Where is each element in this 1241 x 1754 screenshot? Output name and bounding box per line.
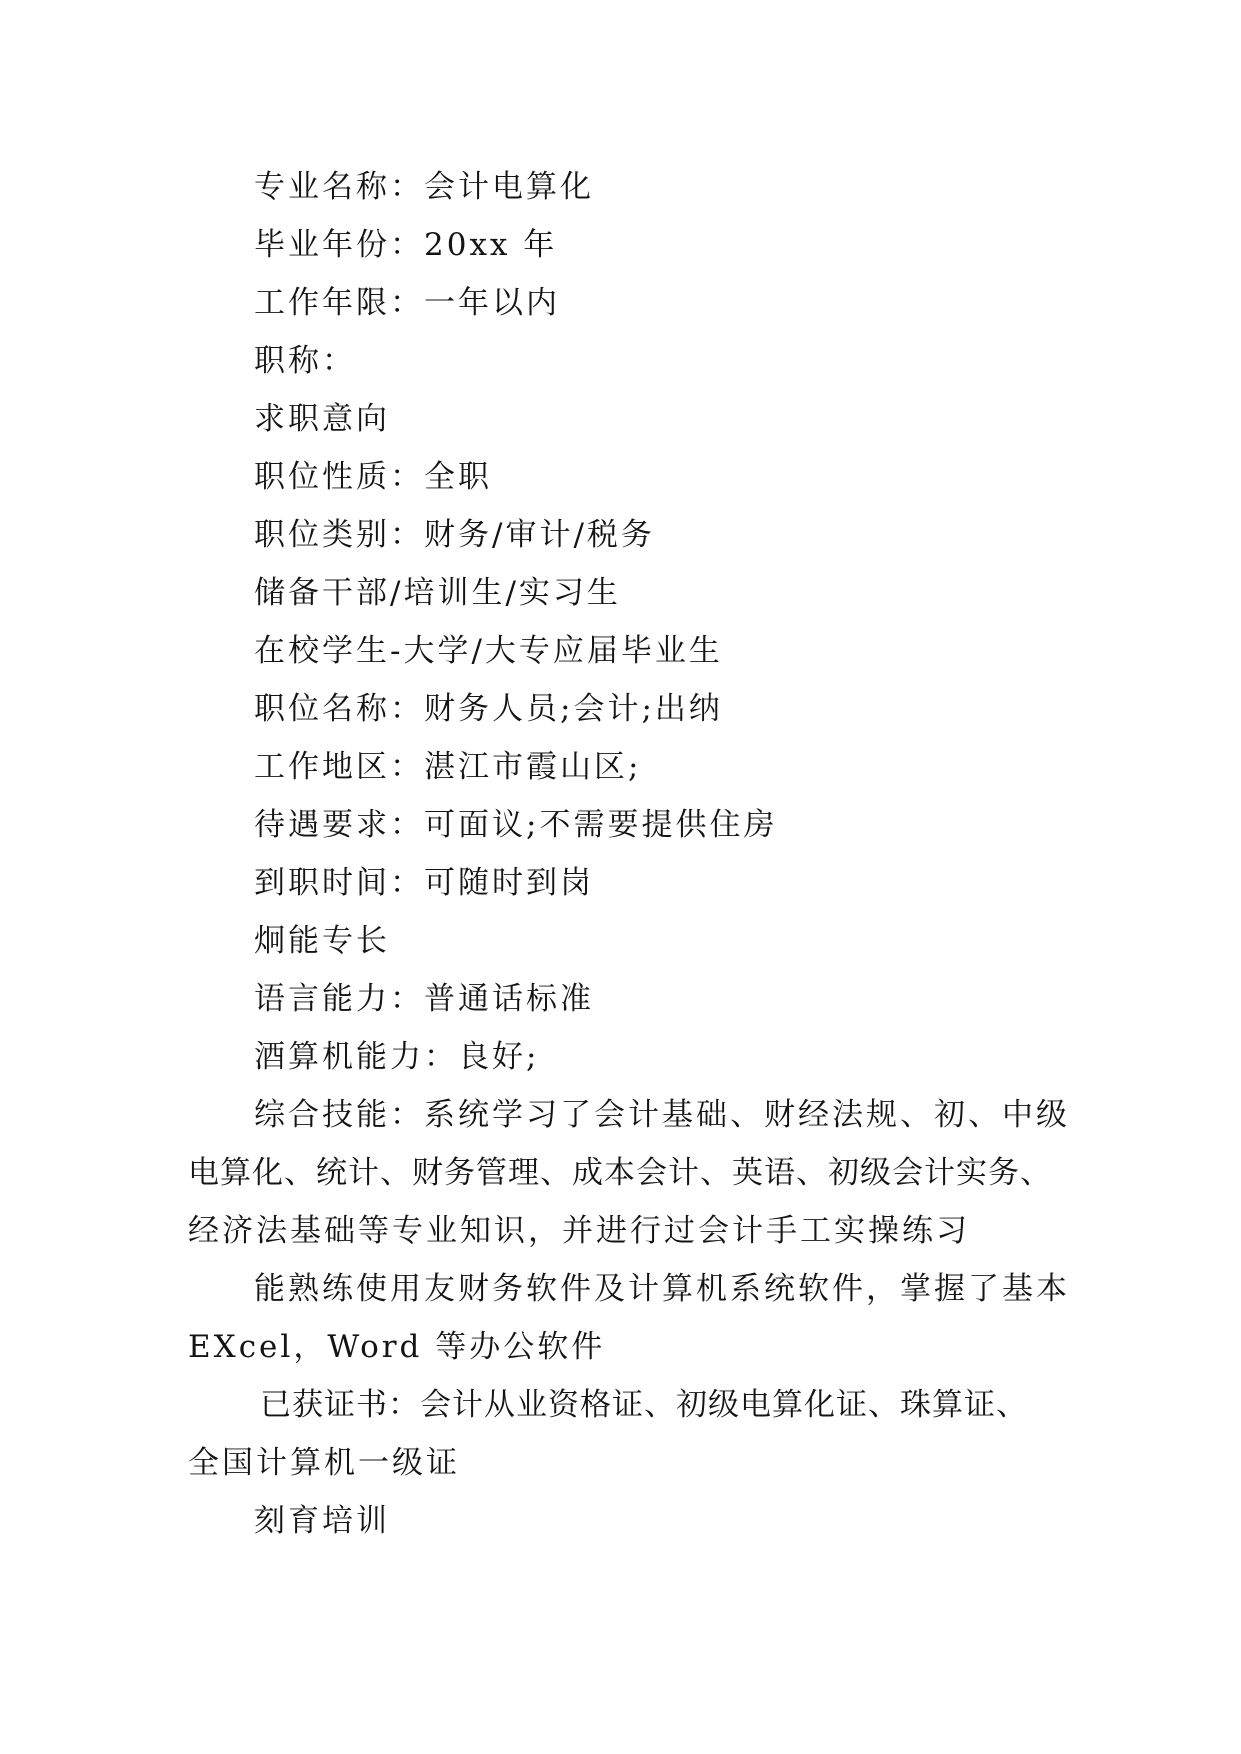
title-line: 职称： <box>254 343 356 379</box>
section-heading-job-intention: 求职意向 <box>254 401 390 437</box>
start-time-line: 到职时间：可随时到岗 <box>254 865 594 901</box>
job-title-line: 职位名称：财务人员;会计;出纳 <box>254 691 723 727</box>
skills-paragraph-line-1: 综合技能：系统学习了会计基础、财经法规、初、中级 <box>254 1097 1070 1133</box>
section-heading-education: 刻育培训 <box>254 1503 390 1539</box>
salary-line: 待遇要求：可面议;不需要提供住房 <box>254 807 778 843</box>
certificates-paragraph-line-1: 已获证书：会计从业资格证、初级电算化证、珠算证、 <box>260 1387 1028 1423</box>
software-paragraph-line-1: 能熟练使用友财务软件及计算机系统软件，掌握了基本 <box>254 1271 1070 1307</box>
job-category-line-3: 在校学生-大学/大专应届毕业生 <box>254 633 723 669</box>
major-line: 专业名称：会计电算化 <box>254 169 594 205</box>
language-line: 语言能力：普通话标准 <box>254 981 594 1017</box>
software-paragraph-line-2: EXcel，Word 等办公软件 <box>188 1329 606 1365</box>
work-area-line: 工作地区：湛江市霞山区; <box>254 749 642 785</box>
document-body <box>188 158 1068 1550</box>
graduation-year-line: 毕业年份：20xx 年 <box>254 227 558 263</box>
computer-skill-line: 酒算机能力：良好; <box>254 1039 540 1075</box>
job-nature-line: 职位性质：全职 <box>254 459 492 495</box>
section-heading-skills: 炯能专长 <box>254 923 390 959</box>
skills-paragraph-line-3: 经济法基础等专业知识，并进行过会计手工实操练习 <box>188 1213 970 1249</box>
work-years-line: 工作年限：一年以内 <box>254 285 560 321</box>
job-category-line: 职位类别：财务/审计/税务 <box>254 517 655 553</box>
skills-paragraph-line-2: 电算化、统计、财务管理、成本会计、英语、初级会计实务、 <box>188 1155 1052 1191</box>
job-category-line-2: 储备干部/培训生/实习生 <box>254 575 621 611</box>
certificates-paragraph-line-2: 全国计算机一级证 <box>188 1445 460 1481</box>
